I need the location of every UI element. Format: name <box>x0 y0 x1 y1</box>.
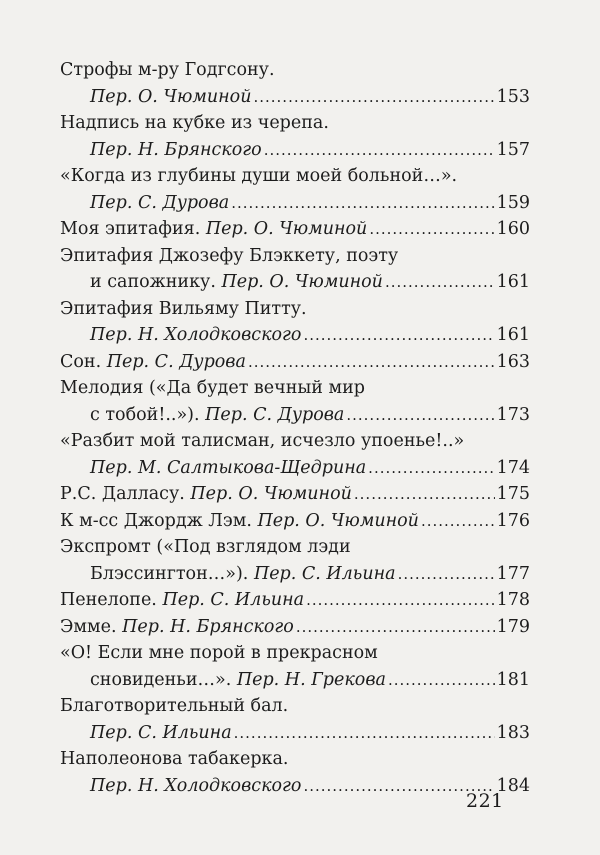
toc-entry <box>60 455 530 482</box>
toc-entry-title: Р.С. Далласу. <box>60 484 185 504</box>
toc-entry <box>60 614 530 641</box>
toc-entry-title: Сон. <box>60 351 102 372</box>
toc-entry-translator: Пер. Н. Холодковского <box>90 325 302 345</box>
toc-entry <box>60 534 530 561</box>
toc-entry-text <box>60 375 365 402</box>
toc-entry <box>60 190 530 217</box>
toc-entry <box>60 216 530 243</box>
toc-entry-title: Пенелопе. <box>60 590 157 610</box>
toc-entry-page: 178 <box>496 590 530 610</box>
toc-entry-translator: Пер. С. Ильина <box>253 563 396 584</box>
toc-entry-title: «Разбит мой талисман, исчезло упоенье!..» <box>60 431 465 451</box>
dot-leader <box>264 137 495 164</box>
toc-entry-text <box>90 84 251 111</box>
toc-entry <box>60 110 530 137</box>
toc-entry <box>60 402 530 429</box>
toc-entry <box>60 243 530 270</box>
toc-entry-title: Благотворительный бал. <box>60 696 289 716</box>
toc-entry-page: 183 <box>496 722 530 743</box>
toc-entry-page: 161 <box>496 325 530 345</box>
toc-entry-page: 174 <box>496 457 530 478</box>
toc-entry-title: Экспромт («Под взглядом лэди <box>60 537 351 557</box>
toc-entry-page: 163 <box>496 351 530 372</box>
toc-entry-text <box>90 137 262 164</box>
dot-leader <box>421 508 495 535</box>
toc-entry-text <box>60 534 351 561</box>
toc-entry-text <box>60 110 329 137</box>
toc-entry-translator: Пер. Н. Брянского <box>90 139 262 160</box>
toc-entry-text <box>90 667 386 694</box>
toc-entry-title: Наполеонова табакерка. <box>60 749 289 769</box>
toc-entry-text <box>90 720 232 747</box>
toc-entry-translator: Пер. О. Чюминой <box>257 510 419 531</box>
toc-entry-page: 179 <box>496 616 530 637</box>
toc-entry-translator: Пер. С. Дурова <box>205 404 345 425</box>
toc-entry-title: Строфы м-ру Годгсону. <box>60 60 275 80</box>
dot-leader <box>368 455 494 482</box>
toc-entry-text <box>90 322 301 349</box>
toc-entry-translator: Пер. Н. Брянского <box>122 616 294 637</box>
toc-entry-text <box>60 163 457 190</box>
toc-entry-text <box>60 587 304 614</box>
toc-entry-text <box>60 57 275 84</box>
toc-entry <box>60 163 530 190</box>
toc-entry <box>60 322 530 349</box>
toc-entry-page: 177 <box>496 563 530 584</box>
toc-entry-page: 159 <box>496 192 530 213</box>
toc-entry-translator: Пер. Н. Грекова <box>236 669 386 690</box>
dot-leader <box>346 402 494 429</box>
toc-entry-translator: Пер. С. Дурова <box>106 351 246 372</box>
dot-leader <box>248 349 495 376</box>
toc-entry-text <box>60 349 246 376</box>
toc-entry-translator: Пер. О. Чюминой <box>190 484 352 504</box>
toc-entry <box>60 84 530 111</box>
toc-entry-text <box>60 640 378 667</box>
toc-entry-translator: Пер. М. Салтыкова-Щедрина <box>90 457 367 478</box>
toc-entry-title: Эпитафия Джозефу Блэккету, поэту <box>60 245 399 266</box>
dot-leader <box>354 481 495 508</box>
toc-entry <box>60 508 530 535</box>
toc-entry-text <box>60 216 367 243</box>
dot-leader <box>296 614 495 641</box>
toc-entry-title: с тобой!..»). <box>90 404 200 425</box>
dot-leader <box>303 322 494 349</box>
toc-entry-page: 181 <box>496 669 530 690</box>
toc-entry <box>60 773 530 800</box>
dot-leader <box>398 561 495 588</box>
page-number: 221 <box>466 790 504 812</box>
toc-entry-title: Мелодия («Да будет вечный мир <box>60 378 366 398</box>
dot-leader <box>369 216 494 243</box>
toc-entry-translator: Пер. С. Дурова <box>90 192 230 213</box>
toc-entry <box>60 587 530 614</box>
toc-entry <box>60 349 530 376</box>
toc-entry-title: сновиденьи…». <box>90 669 232 690</box>
dot-leader <box>253 84 494 111</box>
toc-entry-translator: Пер. О. Чюминой <box>90 86 252 107</box>
toc-entry <box>60 667 530 694</box>
dot-leader <box>234 720 495 747</box>
toc-entry-title: «Когда из глубины души моей больной…». <box>60 166 458 186</box>
toc-entry-title: Эмме. <box>60 616 117 637</box>
toc-entry-text <box>60 508 419 535</box>
dot-leader <box>306 587 495 614</box>
toc-entry-page: 184 <box>496 775 530 796</box>
toc-entry-page: 153 <box>496 86 530 107</box>
toc-entry-text <box>90 561 396 588</box>
toc-entry <box>60 693 530 720</box>
toc-entry-text <box>60 428 464 455</box>
toc-entry <box>60 428 530 455</box>
toc-entry-page: 157 <box>496 139 530 160</box>
dot-leader <box>231 190 494 217</box>
toc-entry <box>60 481 530 508</box>
toc-entry <box>60 137 530 164</box>
toc-entry-text <box>90 190 229 217</box>
toc-entry-translator: Пер. Н. Холодковского <box>90 775 302 796</box>
toc-entry <box>60 746 530 773</box>
toc-entry-text <box>90 773 301 800</box>
toc-entry <box>60 57 530 84</box>
toc-entry-title: Надпись на кубке из черепа. <box>60 113 329 133</box>
dot-leader <box>388 667 495 694</box>
toc-entry-translator: Пер. С. Ильина <box>90 722 232 743</box>
toc-entry-title: «О! Если мне порой в прекрасном <box>60 643 378 663</box>
toc-entry-title: К м-сс Джордж Лэм. <box>60 510 252 531</box>
toc-entry-text <box>60 693 288 720</box>
toc-entry-text <box>90 455 366 482</box>
toc-entry <box>60 640 530 667</box>
toc-entry-translator: Пер. С. Ильина <box>162 590 305 610</box>
toc-entry <box>60 561 530 588</box>
toc-entry-page: 176 <box>496 510 530 531</box>
toc-entry-translator: Пер. О. Чюминой <box>221 272 383 292</box>
toc-entry <box>60 720 530 747</box>
toc-entry-text <box>60 481 352 508</box>
table-of-contents <box>60 57 530 799</box>
toc-entry-translator: Пер. О. Чюминой <box>205 219 368 239</box>
toc-entry-text <box>60 614 294 641</box>
toc-entry-text <box>60 296 307 323</box>
toc-entry-text <box>90 269 383 296</box>
toc-entry-text <box>90 402 344 429</box>
toc-entry-text <box>60 243 398 270</box>
toc-entry-title: Моя эпитафия. <box>60 219 201 239</box>
dot-leader <box>385 269 495 296</box>
toc-entry-page: 173 <box>496 404 530 425</box>
toc-entry <box>60 296 530 323</box>
toc-entry-page: 161 <box>496 272 530 292</box>
toc-entry <box>60 375 530 402</box>
toc-entry-text <box>60 746 288 773</box>
toc-entry-page: 160 <box>496 219 530 239</box>
toc-entry-title: Эпитафия Вильяму Питту. <box>60 298 307 319</box>
toc-entry <box>60 269 530 296</box>
toc-entry-title: и сапожнику. <box>90 272 216 292</box>
toc-entry-page: 175 <box>496 484 530 504</box>
toc-entry-title: Блэссингтон…»). <box>90 563 249 584</box>
